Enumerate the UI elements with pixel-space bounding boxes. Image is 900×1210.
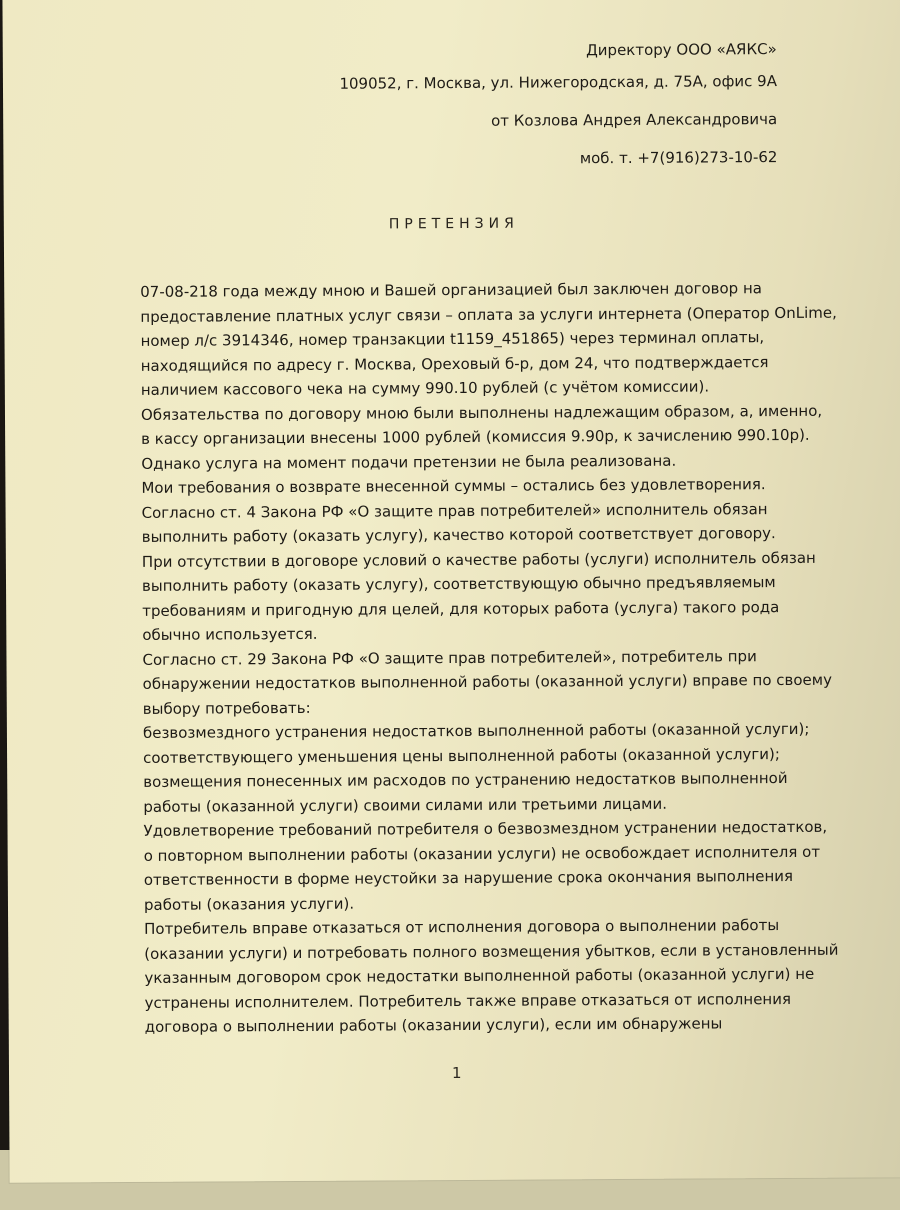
body-line: Мои требования о возврате внесенной суммы – остались без удовлетворения.: [141, 475, 766, 497]
body-line: возмещения понесенных им расходов по устранению недостатков выполненной: [143, 768, 788, 791]
body-line: При отсутствии в договоре условий о качестве работы (услуги) исполнитель обязан: [141, 548, 816, 571]
body-line: Удовлетворение требований потребителя о безвозмездном устранении недостатков,: [143, 817, 828, 840]
body-line: безвозмездного устранения недостатков выполненной работы (оказанной услуги);: [142, 719, 810, 742]
body-line: Обязательства по договору мною были выполнены надлежащим образом, а, именно,: [140, 401, 823, 424]
body-line: выполнить работу (оказать услугу), качество которой соответствует договору.: [141, 524, 776, 546]
page-number: 1: [451, 1063, 462, 1083]
sender-line: от Козлова Андрея Александровича: [490, 110, 778, 130]
body-line: Согласно ст. 29 Закона РФ «О защите прав потребителей», потребитель при: [142, 646, 757, 669]
body-line: соответствующего уменьшения цены выполненной работы (оказанной услуги);: [143, 744, 780, 767]
body-line: требованиям и пригодную для целей, для которых работа (услуга) такого рода: [142, 597, 780, 620]
body-line: (оказании услуги) и потребовать полного возмещения убытков, если в установленный: [144, 940, 839, 963]
body-line: в кассу организации внесены 1000 рублей (комиссия 9.90р, к зачислению 990.10р).: [141, 425, 810, 448]
body-line: находящийся по адресу г. Москва, Ореховый б-р, дом 24, что подтверждается: [140, 352, 769, 375]
body-line: договора о выполнении работы (оказании услуги), если им обнаружены: [144, 1014, 723, 1036]
addressee-address-line: 109052, г. Москва, ул. Нижегородская, д. 75А, офис 9А: [339, 72, 778, 93]
body-line: наличием кассового чека на сумму 990.10 рублей (с учётом комиссии).: [140, 377, 710, 399]
body-line: обнаружении недостатков выполненной работы (оказанной услуги) вправе по своему: [142, 670, 832, 693]
addressee-line: Директору ООО «АЯКС»: [585, 40, 777, 60]
sender-phone-line: моб. т. +7(916)273-10-62: [579, 148, 778, 168]
body-line: устранены исполнителем. Потребитель также вправе отказаться от исполнения: [144, 989, 792, 1012]
body-line: выполнить работу (оказать услугу), соответствующую обычно предъявляемым: [141, 573, 776, 595]
body-line: 07-08-218 года между мною и Вашей организацией был заключен договор на: [140, 279, 762, 301]
body-line: Потребитель вправе отказаться от исполнения договора о выполнении работы: [144, 916, 780, 938]
body-line: работы (оказания услуги).: [143, 894, 355, 914]
body-line: ответственности в форме неустойки за нарушение срока окончания выполнения: [143, 866, 794, 889]
body-line: выбору потребовать:: [142, 698, 311, 718]
document-page: [2, 0, 900, 1183]
claim-body: [140, 276, 839, 1039]
body-line: обычно используется.: [142, 624, 318, 644]
body-line: номер л/с 3914346, номер транзакции t1159_451865) через терминал оплаты,: [140, 328, 765, 350]
addressee-block: [339, 33, 777, 176]
body-line: о повторном выполнении работы (оказании услуги) не освобождает исполнителя от: [143, 842, 821, 865]
body-line: Однако услуга на момент подачи претензии не была реализована.: [141, 451, 677, 473]
body-line: предоставление платных услуг связи – оплата за услуги интернета (Оператор OnLime,: [140, 303, 837, 326]
body-line: работы (оказанной услуги) своими силами или третьими лицами.: [143, 794, 668, 816]
document-title: ПРЕТЕНЗИЯ: [388, 215, 519, 233]
body-line: указанным договором срок недостатки выполненной работы (оказанной услуги) не: [144, 964, 815, 987]
body-line: Согласно ст. 4 Закона РФ «О защите прав потребителей» исполнитель обязан: [141, 499, 768, 522]
